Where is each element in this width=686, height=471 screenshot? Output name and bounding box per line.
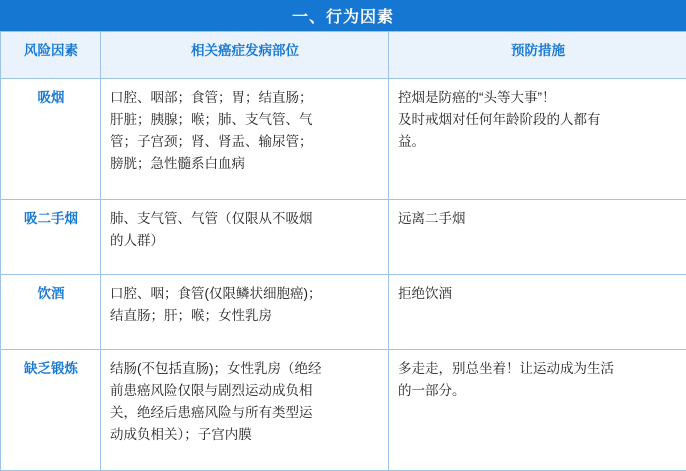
table-header [1,32,686,79]
table-row [1,200,686,275]
cell-line: 肝脏；胰腺；喉；肺、支气管、气 [110,109,380,131]
cell-line: 肺、支气管、气管（仅限从不吸烟 [110,208,380,230]
column-header-cancer-sites: 相关癌症发病部位 [101,32,389,79]
section-title: 一、行为因素 [292,4,394,27]
table-body [1,79,686,471]
cancer-sites-cell [101,350,389,471]
cell-line: 的一部分。 [398,380,678,402]
cell-line: 拒绝饮酒 [398,283,678,305]
cell-line: 动成负相关）；子宫内膜 [110,424,380,446]
cell-line: 控烟是防癌的“头等大事”！ [398,87,678,109]
cell-line: 口腔、咽；食管(仅限鳞状细胞癌)； [110,283,380,305]
risk-factor-cell: 吸烟 [1,79,101,200]
cell-line: 膀胱；急性髓系白血病 [110,153,380,175]
risk-factor-cell: 饮酒 [1,275,101,350]
table-row [1,275,686,350]
cancer-sites-cell [101,79,389,200]
cell-line: 口腔、咽部；食管；胃；结直肠； [110,87,380,109]
cell-line: 结肠(不包括直肠)；女性乳房（绝经 [110,358,380,380]
prevention-cell [389,200,686,275]
cancer-sites-cell [101,200,389,275]
cell-line: 益。 [398,131,678,153]
prevention-cell [389,79,686,200]
cell-line: 结直肠；肝；喉；女性乳房 [110,305,380,327]
prevention-cell [389,275,686,350]
cell-line: 前患癌风险仅限与剧烈运动成负相 [110,380,380,402]
cell-line: 远离二手烟 [398,208,678,230]
table-row [1,79,686,200]
cell-line: 管；子宫颈；肾、肾盂、输尿管； [110,131,380,153]
risk-factor-cell: 吸二手烟 [1,200,101,275]
section-title-bar [0,0,686,31]
table-row [1,350,686,471]
column-header-prevention: 预防措施 [389,32,686,79]
cell-line: 多走走，别总坐着！让运动成为生活 [398,358,678,380]
column-header-risk-factor: 风险因素 [1,32,101,79]
cell-line: 的人群） [110,230,380,252]
cell-line: 关，绝经后患癌风险与所有类型运 [110,402,380,424]
cancer-sites-cell [101,275,389,350]
risk-factor-table [0,31,686,471]
risk-factor-cell: 缺乏锻炼 [1,350,101,471]
cell-line: 及时戒烟对任何年龄阶段的人都有 [398,109,678,131]
table-header-row [1,32,686,79]
prevention-cell [389,350,686,471]
